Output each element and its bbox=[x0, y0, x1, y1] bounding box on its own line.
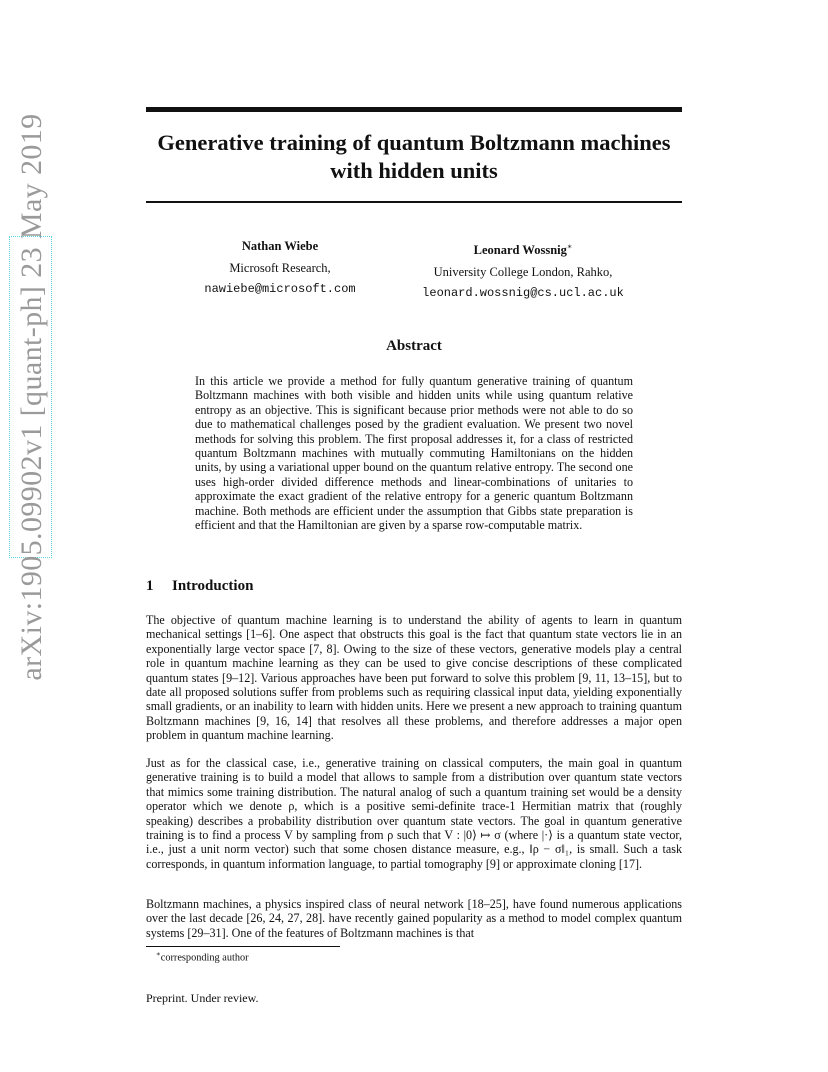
title-top-rule bbox=[146, 107, 682, 112]
author-affiliation: University College London, Rahko, bbox=[433, 264, 613, 279]
author-block-1 bbox=[160, 236, 400, 301]
footnote bbox=[146, 950, 249, 963]
arxiv-sidebar bbox=[0, 0, 60, 1072]
section-title: Introduction bbox=[172, 578, 254, 594]
intro-paragraph-2: Just as for the classical case, i.e., generative training on classical computers, the main goal in quantum generative training is to build a model that allows to sample from a distribution over quantum state vectors that mimics some training distribution. The natural analog of such a quantum training set would be a density operator which we denote ρ, which is a positive semi-definite trace-1 Hermitian matrix that (roughly speaking) describes a probability distribution over quantum state vectors. The goal in quantum generative training is to find a process V by sampling from ρ such that V : |0⟩ ↦ σ (where |·⟩ is a quantum state vector, i.e., just a unit norm vector) such that some chosen distance measure, e.g., ‖ρ − σ‖₁, is small. Such a task corresponds, in quantum information language, to partial tomography [9] or approximate cloning [17]. bbox=[146, 756, 682, 871]
author-affiliation: Microsoft Research, bbox=[229, 260, 331, 275]
arxiv-id-stamp: arXiv:1905.09902v1 [quant-ph] 23 May 2019 bbox=[15, 113, 48, 681]
paper-title-line1: Generative training of quantum Boltzmann machines bbox=[157, 130, 671, 155]
author-name-text: Leonard Wossnig bbox=[473, 243, 567, 258]
paper-title bbox=[120, 129, 708, 185]
author-email[interactable]: leonard.wossnig@cs.ucl.ac.uk bbox=[422, 286, 624, 301]
section-number: 1 bbox=[146, 578, 154, 594]
author-footnote-marker[interactable]: ∗ bbox=[566, 242, 573, 251]
author-block-2 bbox=[398, 236, 648, 305]
author-name: Nathan Wiebe bbox=[241, 239, 319, 253]
abstract-text: In this article we provide a method for fully quantum generative training of quantum Boltzmann machines with both visible and hidden units while using quantum relative entropy as an objective. This is significant because prior methods were not able to do so due to mathematical challenges posed by the gradient evaluation. We present two novel methods for solving this problem. The first proposal addresses it, for a class of restricted quantum Boltzmann machines with mutually commuting Hamiltonians on the hidden units, by using a variational upper bound on the quantum relative entropy. The second one uses high-order divided difference methods and linear-combinations of unitaries to approximate the exact gradient of the relative entropy for a generic quantum Boltzmann machine. Both methods are efficient under the assumption that Gibbs state preparation is efficient and that the Hamiltonian are given by a sparse row-computable matrix. bbox=[195, 374, 633, 533]
footnote-rule bbox=[146, 946, 340, 947]
footnote-marker: ∗ bbox=[156, 950, 161, 958]
intro-paragraph-1: The objective of quantum machine learning is to understand the ability of agents to learn in quantum mechanical settings [1–6]. One aspect that obstructs this goal is the fact that quantum state vectors lie in an exponentially large vector space [7, 8]. Owing to the size of these vectors, generative models play a central role in quantum machine learning as they can be used to give concise descriptions of these complicated quantum states [9–12]. Various approaches have been put forward to solve this problem [9, 11, 13–15], but to date all proposed solutions suffer from problems such as requiring classical input data, yielding exponentially small gradients, or an inability to learn with hidden units. Here we present a new approach to training quantum Boltzmann machines [9, 16, 14] that resolves all these problems, and therefore addresses a major open problem in quantum machine learning. bbox=[146, 613, 683, 743]
title-bottom-rule bbox=[146, 201, 682, 203]
intro-paragraph-3: Boltzmann machines, a physics inspired class of neural network [18–25], have found numerous applications over the last decade [26, 24, 27, 28]. have recently gained popularity as a method to model complex quantum systems [29–31]. One of the features of Boltzmann machines is that bbox=[146, 897, 682, 940]
author-name bbox=[398, 236, 648, 262]
abstract-heading: Abstract bbox=[386, 338, 442, 354]
section-heading bbox=[146, 578, 253, 595]
paper-title-line2: with hidden units bbox=[330, 158, 498, 183]
author-email[interactable]: nawiebe@microsoft.com bbox=[204, 282, 356, 296]
footnote-text: corresponding author bbox=[160, 952, 249, 964]
preprint-notice: Preprint. Under review. bbox=[146, 991, 259, 1005]
